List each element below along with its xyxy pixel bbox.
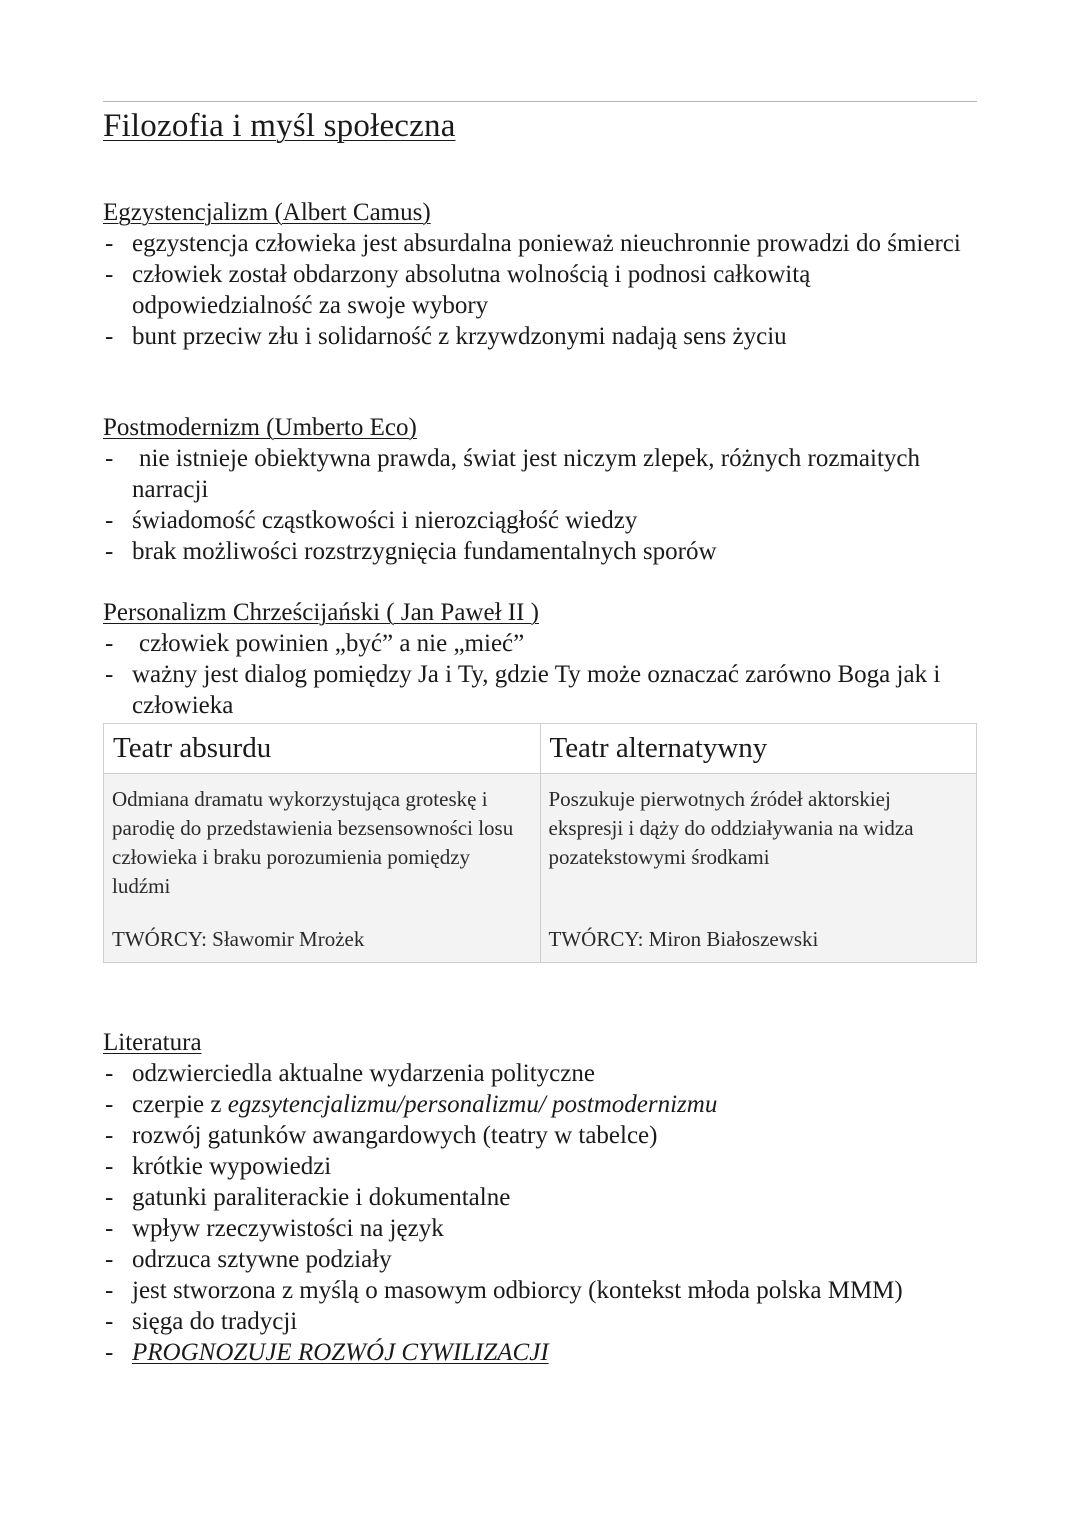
list-item-text: świadomość cząstkowości i nierozciągłość wiedzy <box>132 507 638 534</box>
cell-description: Poszukuje pierwotnych źródeł aktorskiej ekspresji i dąży do oddziaływania na widza pozatekstowymi środkami <box>548 787 914 869</box>
table-row <box>104 774 977 963</box>
list-item-text: nie istnieje obiektywna prawda, świat jest niczym zlepek, różnych rozmaitych narracji <box>132 445 920 503</box>
table-header-teatr-absurdu: Teatr absurdu <box>104 724 541 774</box>
dash-marker: - <box>105 1091 114 1118</box>
list-item-text: krótkie wypowiedzi <box>132 1153 332 1180</box>
section-heading: Personalizm Chrześcijański ( Jan Paweł II ) <box>103 599 539 626</box>
list-item <box>103 1089 977 1120</box>
section-heading: Literatura <box>103 1029 202 1056</box>
dash-marker: - <box>105 507 114 534</box>
dash-marker: - <box>105 445 114 472</box>
list-item <box>103 321 977 352</box>
list-item-text: czerpie z <box>132 1091 222 1118</box>
list-item-text: gatunki paraliterackie i dokumentalne <box>132 1184 511 1211</box>
bullet-list <box>103 628 977 721</box>
list-item-text: ważny jest dialog pomiędzy Ja i Ty, gdzie Ty może oznaczać zarówno Boga jak i człowieka <box>132 661 941 719</box>
dash-marker: - <box>105 1246 114 1273</box>
list-item-text: bunt przeciw złu i solidarność z krzywdzonymi nadają sens życiu <box>132 323 787 350</box>
table-header-row <box>104 724 977 774</box>
section-egzystencjalizm <box>103 197 977 352</box>
dash-marker: - <box>105 661 114 688</box>
list-item <box>103 443 977 505</box>
list-item-text: rozwój gatunków awangardowych (teatry w tabelce) <box>132 1122 658 1149</box>
list-item <box>103 259 977 321</box>
list-item <box>103 1244 977 1275</box>
list-item <box>103 1182 977 1213</box>
section-heading: Egzystencjalizm (Albert Camus) <box>103 199 431 226</box>
list-item-text: PROGNOZUJE ROZWÓJ CYWILIZACJI <box>132 1339 549 1366</box>
list-item <box>103 228 977 259</box>
top-rule <box>103 101 977 102</box>
list-item <box>103 1213 977 1244</box>
dash-marker: - <box>105 1277 114 1304</box>
list-item <box>103 1151 977 1182</box>
dash-marker: - <box>105 1060 114 1087</box>
page-title: Filozofia i myśl społeczna <box>103 108 456 144</box>
list-item <box>103 536 977 567</box>
list-item-text: człowiek powinien „być” a nie „mieć” <box>139 630 525 657</box>
list-item-text: wpływ rzeczywistości na język <box>132 1215 444 1242</box>
dash-marker: - <box>105 538 114 565</box>
list-item <box>103 628 977 659</box>
dash-marker: - <box>105 1122 114 1149</box>
dash-marker: - <box>105 323 114 350</box>
list-item <box>103 659 977 721</box>
teatr-table <box>103 723 977 963</box>
bullet-list <box>103 228 977 352</box>
dash-marker: - <box>105 630 114 657</box>
list-item <box>103 1275 977 1306</box>
dash-marker: - <box>105 1184 114 1211</box>
list-item <box>103 1058 977 1089</box>
table-header-teatr-alternatywny: Teatr alternatywny <box>540 724 977 774</box>
list-item-text: egzystencja człowieka jest absurdalna ponieważ nieuchronnie prowadzi do śmierci <box>132 230 961 257</box>
cell-description: Odmiana dramatu wykorzystująca groteskę i parodię do przedstawienia bezsensowności losu człowieka i braku porozumienia pomiędzy ludźmi <box>112 787 514 898</box>
section-personalizm <box>103 597 977 721</box>
list-item <box>103 1337 977 1368</box>
list-item <box>103 1120 977 1151</box>
dash-marker: - <box>105 230 114 257</box>
dash-marker: - <box>105 1153 114 1180</box>
dash-marker: - <box>105 1308 114 1335</box>
section-literatura <box>103 1027 977 1368</box>
cell-tworcy: TWÓRCY: Miron Białoszewski <box>548 927 819 951</box>
table-cell-teatr-alternatywny <box>540 774 977 963</box>
list-item-text: człowiek został obdarzony absolutna wolnością i podnosi całkowitą odpowiedzialność za swoje wybory <box>132 261 811 319</box>
list-item <box>103 1306 977 1337</box>
section-heading: Postmodernizm (Umberto Eco) <box>103 414 417 441</box>
list-item-text: sięga do tradycji <box>132 1308 298 1335</box>
bullet-list <box>103 1058 977 1368</box>
table-cell-teatr-absurdu <box>104 774 541 963</box>
cell-tworcy: TWÓRCY: Sławomir Mrożek <box>112 927 365 951</box>
list-item-text: odzwierciedla aktualne wydarzenia polityczne <box>132 1060 595 1087</box>
dash-marker: - <box>105 1215 114 1242</box>
list-item-italic-text: egzsytencjalizmu/personalizmu/ postmodernizmu <box>227 1091 718 1118</box>
list-item-text: odrzuca sztywne podziały <box>132 1246 392 1273</box>
bullet-list <box>103 443 977 567</box>
list-item <box>103 505 977 536</box>
list-item-text: brak możliwości rozstrzygnięcia fundamentalnych sporów <box>132 538 717 565</box>
dash-marker: - <box>105 1339 114 1366</box>
list-item-text: jest stworzona z myślą o masowym odbiorcy (kontekst młoda polska MMM) <box>132 1277 903 1304</box>
section-postmodernizm <box>103 412 977 567</box>
dash-marker: - <box>105 261 114 288</box>
